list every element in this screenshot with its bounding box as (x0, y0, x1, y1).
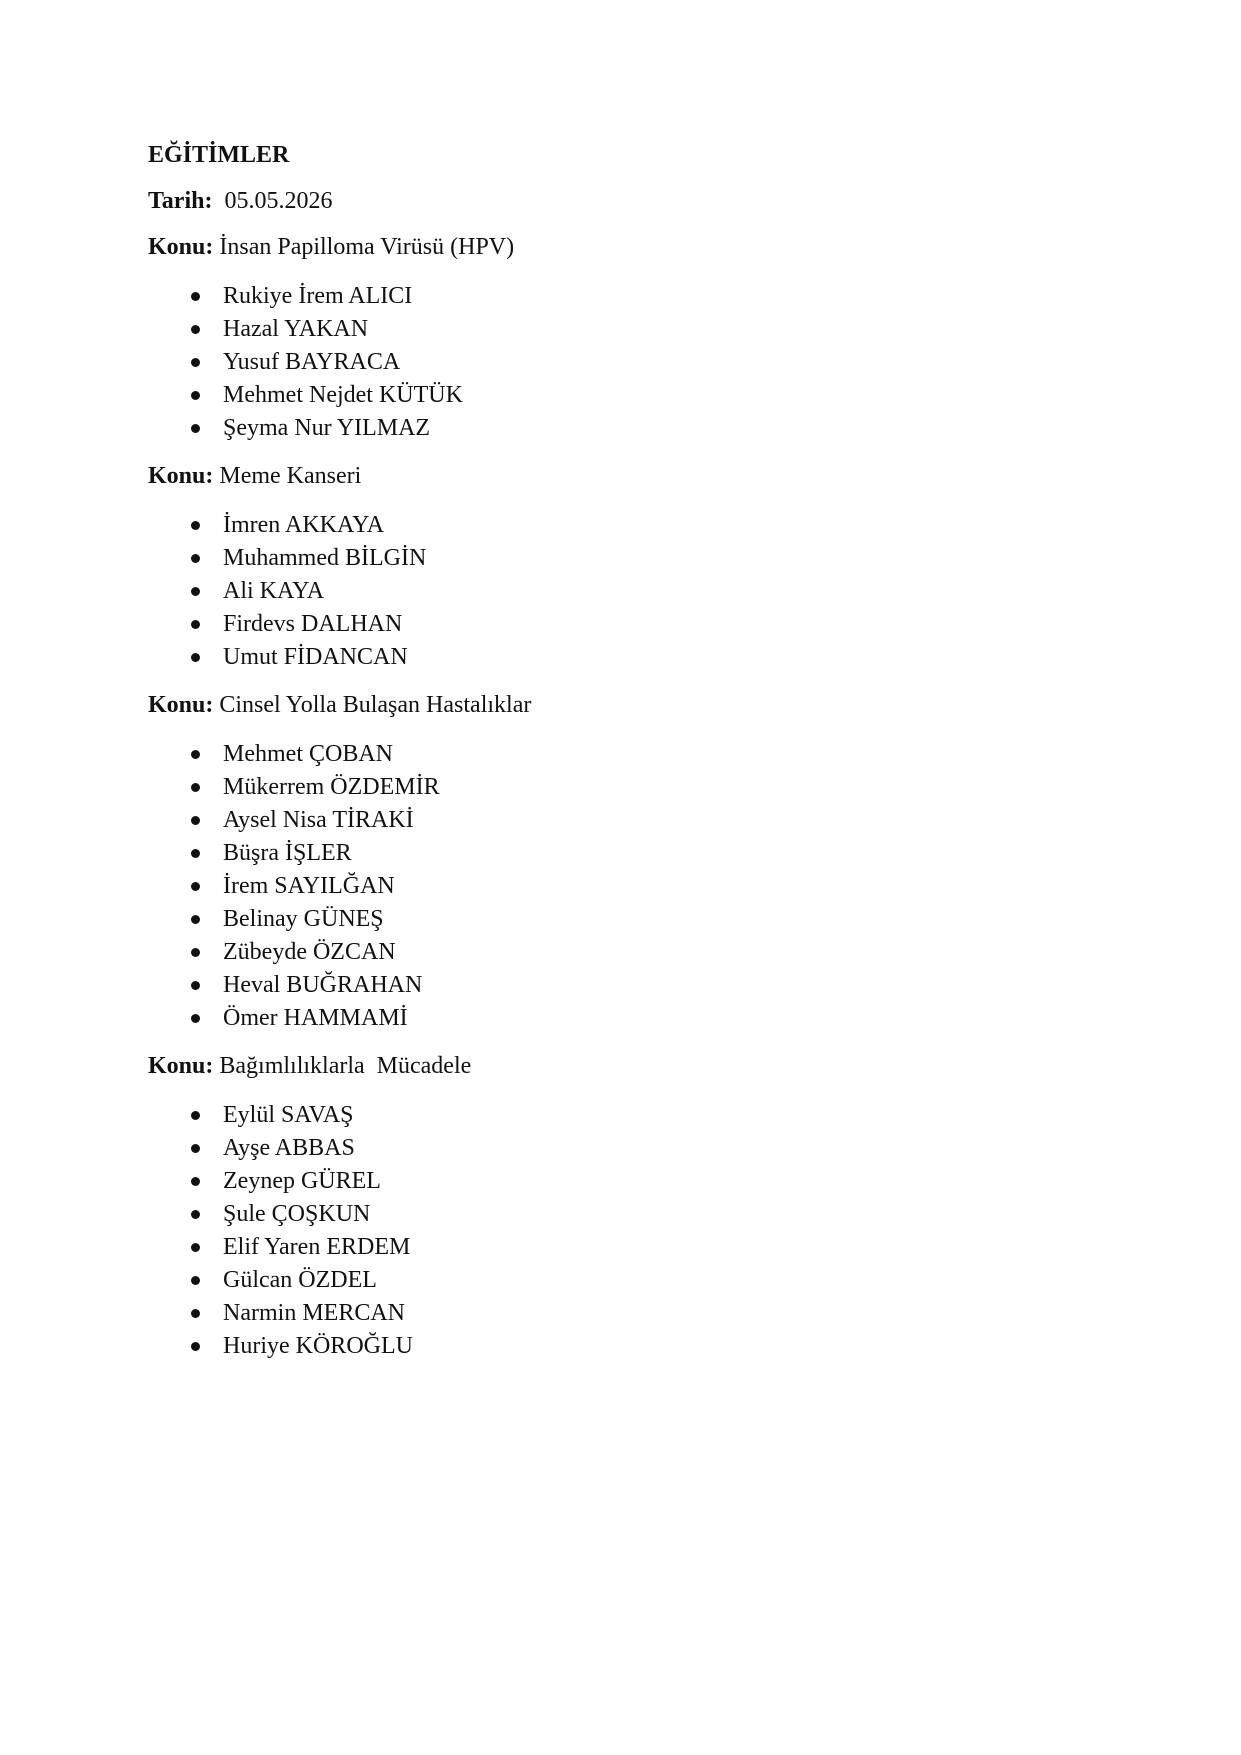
topic-heading (148, 232, 1128, 262)
list-item (148, 608, 1128, 641)
list-item (148, 313, 1128, 346)
topic-section (148, 461, 1128, 674)
participant-name: Firdevs DALHAN (223, 611, 403, 637)
bullet-icon (191, 587, 200, 596)
bullet-icon (191, 391, 200, 400)
bullet-icon (191, 620, 200, 629)
bullet-icon (191, 1014, 200, 1023)
list-item (148, 870, 1128, 903)
bullet-icon (191, 1111, 200, 1120)
participant-name: Heval BUĞRAHAN (223, 972, 423, 998)
list-item (148, 1330, 1128, 1363)
document-page (148, 140, 1128, 1379)
list-item (148, 738, 1128, 771)
participant-name: Hazal YAKAN (223, 316, 369, 342)
list-item (148, 280, 1128, 313)
bullet-icon (191, 325, 200, 334)
topic-name: İnsan Papilloma Virüsü (HPV) (219, 234, 515, 260)
participant-list (148, 509, 1128, 674)
list-item (148, 1002, 1128, 1035)
topic-section (148, 232, 1128, 445)
participant-name: Zübeyde ÖZCAN (223, 939, 396, 965)
list-item (148, 1198, 1128, 1231)
bullet-icon (191, 1144, 200, 1153)
list-item (148, 837, 1128, 870)
topic-section (148, 1051, 1128, 1363)
bullet-icon (191, 816, 200, 825)
topic-label: Konu: (148, 463, 214, 489)
list-item (148, 1099, 1128, 1132)
list-item (148, 1297, 1128, 1330)
participant-name: Yusuf BAYRACA (223, 349, 401, 375)
participant-name: Ayşe ABBAS (223, 1135, 355, 1161)
date-label: Tarih: (148, 188, 213, 214)
list-item (148, 1264, 1128, 1297)
document-title: EĞİTİMLER (148, 142, 290, 168)
topic-label: Konu: (148, 234, 214, 260)
topic-name: Meme Kanseri (219, 463, 362, 489)
participant-name: Ali KAYA (223, 578, 325, 604)
participant-name: Mükerrem ÖZDEMİR (223, 774, 440, 800)
list-item (148, 1132, 1128, 1165)
bullet-icon (191, 981, 200, 990)
bullet-icon (191, 783, 200, 792)
participant-list (148, 280, 1128, 445)
participant-list (148, 1099, 1128, 1363)
topic-label: Konu: (148, 692, 214, 718)
list-item (148, 542, 1128, 575)
participant-name: Mehmet ÇOBAN (223, 741, 393, 767)
participant-name: Rukiye İrem ALICI (223, 283, 413, 309)
participant-name: Ömer HAMMAMİ (223, 1005, 408, 1031)
bullet-icon (191, 653, 200, 662)
bullet-icon (191, 292, 200, 301)
participant-name: Huriye KÖROĞLU (223, 1333, 413, 1359)
topic-heading (148, 690, 1128, 720)
list-item (148, 346, 1128, 379)
topic-heading (148, 461, 1128, 491)
date-line (148, 186, 1128, 216)
bullet-icon (191, 1243, 200, 1252)
participant-name: Büşra İŞLER (223, 840, 352, 866)
list-item (148, 804, 1128, 837)
topics-container (148, 232, 1128, 1363)
topic-label: Konu: (148, 1053, 214, 1079)
participant-name: Belinay GÜNEŞ (223, 906, 384, 932)
participant-name: Şule ÇOŞKUN (223, 1201, 371, 1227)
participant-name: Aysel Nisa TİRAKİ (223, 807, 414, 833)
participant-name: Zeynep GÜREL (223, 1168, 381, 1194)
bullet-icon (191, 1276, 200, 1285)
list-item (148, 509, 1128, 542)
list-item (148, 641, 1128, 674)
list-item (148, 1165, 1128, 1198)
participant-name: Mehmet Nejdet KÜTÜK (223, 382, 463, 408)
participant-name: Muhammed BİLGİN (223, 545, 427, 571)
bullet-icon (191, 358, 200, 367)
list-item (148, 412, 1128, 445)
participant-name: Narmin MERCAN (223, 1300, 405, 1326)
bullet-icon (191, 948, 200, 957)
topic-name: Cinsel Yolla Bulaşan Hastalıklar (219, 692, 532, 718)
bullet-icon (191, 849, 200, 858)
bullet-icon (191, 554, 200, 563)
list-item (148, 379, 1128, 412)
list-item (148, 1231, 1128, 1264)
bullet-icon (191, 1210, 200, 1219)
date-value: 05.05.2026 (224, 188, 333, 214)
participant-name: Şeyma Nur YILMAZ (223, 415, 431, 441)
topic-heading (148, 1051, 1128, 1081)
bullet-icon (191, 750, 200, 759)
participant-name: İrem SAYILĞAN (223, 873, 395, 899)
bullet-icon (191, 882, 200, 891)
participant-name: İmren AKKAYA (223, 512, 385, 538)
list-item (148, 969, 1128, 1002)
list-item (148, 575, 1128, 608)
list-item (148, 903, 1128, 936)
topic-name: Bağımlılıklarla Mücadele (219, 1053, 472, 1079)
participant-name: Umut FİDANCAN (223, 644, 408, 670)
bullet-icon (191, 915, 200, 924)
bullet-icon (191, 521, 200, 530)
topic-section (148, 690, 1128, 1035)
participant-list (148, 738, 1128, 1035)
bullet-icon (191, 1342, 200, 1351)
bullet-icon (191, 1309, 200, 1318)
participant-name: Gülcan ÖZDEL (223, 1267, 377, 1293)
bullet-icon (191, 424, 200, 433)
list-item (148, 936, 1128, 969)
list-item (148, 771, 1128, 804)
bullet-icon (191, 1177, 200, 1186)
participant-name: Eylül SAVAŞ (223, 1102, 354, 1128)
participant-name: Elif Yaren ERDEM (223, 1234, 411, 1260)
